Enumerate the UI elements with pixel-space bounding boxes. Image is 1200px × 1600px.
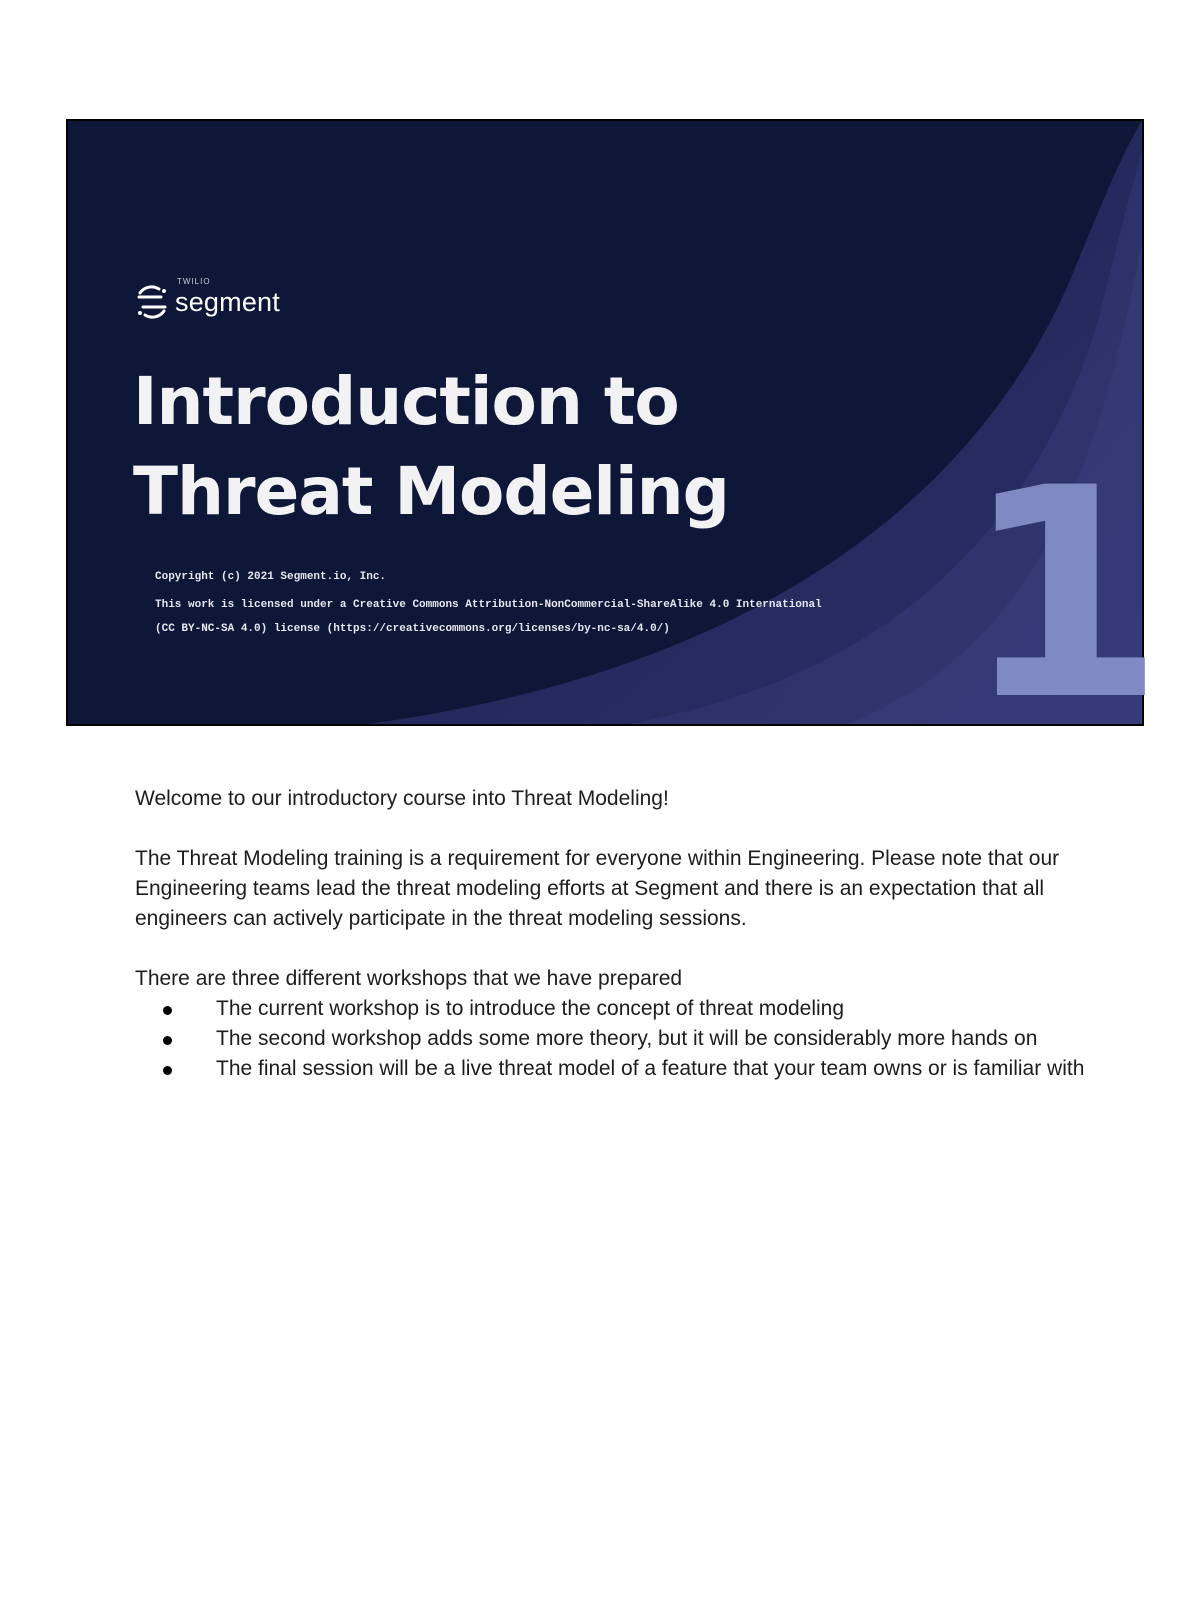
- spacer: [135, 814, 1085, 844]
- copyright-notice: [155, 565, 822, 641]
- speaker-notes: [135, 784, 1085, 1084]
- logo-wordmark: segment: [175, 287, 280, 317]
- requirement-paragraph: The Threat Modeling training is a requirement for everyone within Engineering. Please note that our Engineering teams lead the threat modeling efforts at Segment and there is an expectation that all engineers can actively participate in the threat modeling sessions.: [135, 847, 1060, 930]
- list-item: The final session will be a live threat model of a feature that your team owns or is familiar with: [135, 1054, 1085, 1084]
- workshops-list: [135, 994, 1085, 1084]
- slide-title: [133, 357, 729, 537]
- spacer: [135, 934, 1085, 964]
- license-line: This work is licensed under a Creative Commons Attribution-NonCommercial-ShareAlike 4.0 International: [155, 599, 822, 611]
- list-item: The current workshop is to introduce the concept of threat modeling: [135, 994, 1085, 1024]
- slide-title-line-1: Introduction to: [133, 363, 679, 440]
- logo-subtitle: TWILIO: [177, 277, 211, 286]
- list-item: The second workshop adds some more theory, but it will be considerably more hands on: [135, 1024, 1085, 1054]
- slide-title-line-2: Threat Modeling: [133, 453, 729, 530]
- segment-logo: [135, 277, 280, 319]
- title-slide: [66, 119, 1165, 764]
- segment-logo-icon: [135, 285, 169, 319]
- slide-number: 1: [963, 427, 1165, 764]
- logo-text: [175, 277, 280, 317]
- copyright-line: Copyright (c) 2021 Segment.io, Inc.: [155, 571, 387, 583]
- license-url-line: (CC BY-NC-SA 4.0) license (https://creativecommons.org/licenses/by-nc-sa/4.0/): [155, 623, 670, 635]
- workshops-intro: There are three different workshops that we have prepared: [135, 967, 683, 990]
- welcome-text: Welcome to our introductory course into Threat Modeling!: [135, 787, 669, 810]
